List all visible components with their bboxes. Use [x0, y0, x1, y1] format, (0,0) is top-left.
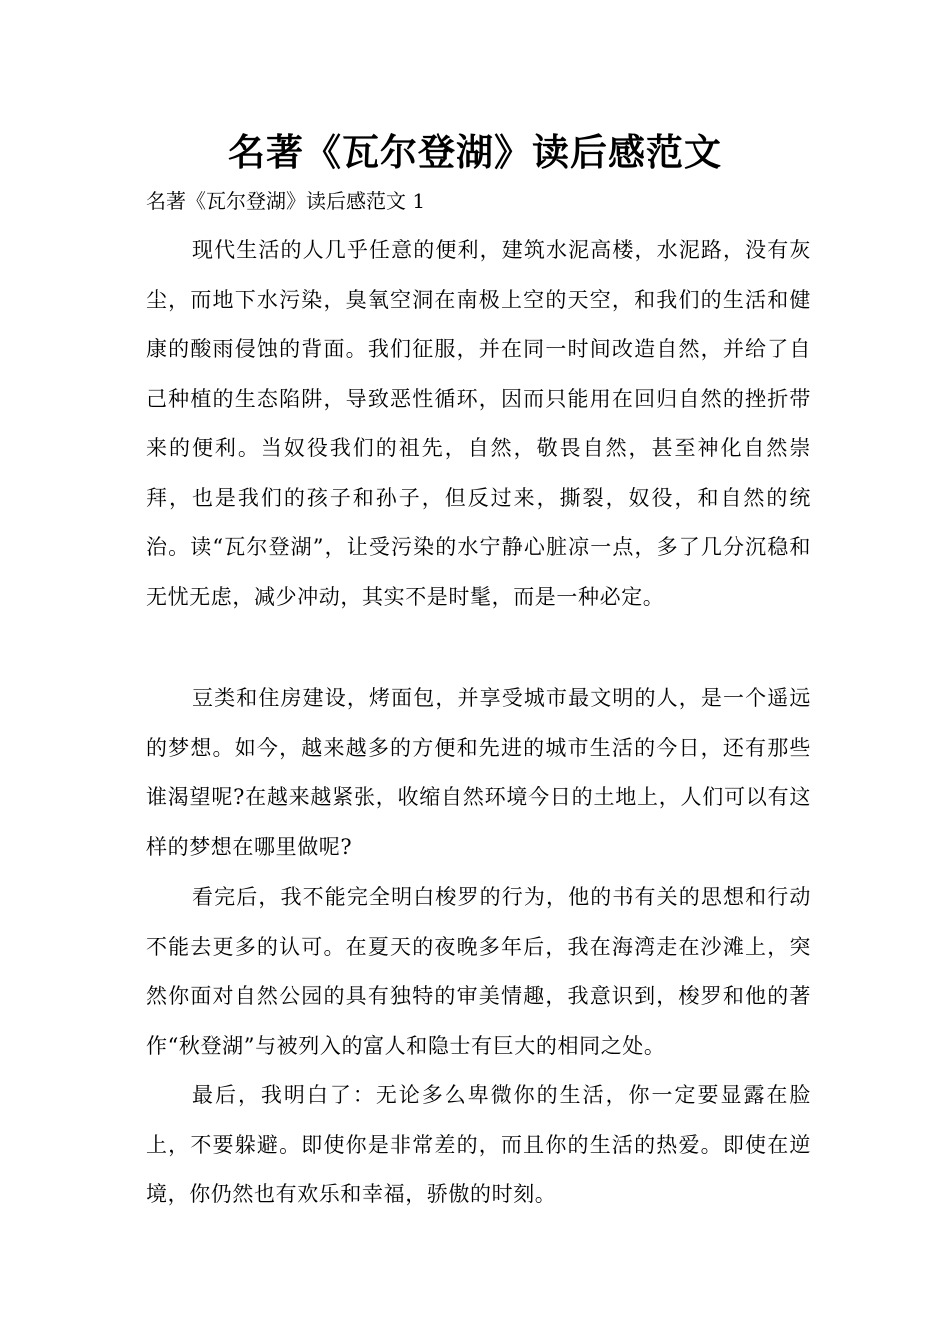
paragraph-1: 现代生活的人几乎任意的便利，建筑水泥高楼，水泥路，没有灰尘，而地下水污染，臭氧空洞在南极上空的天空，和我们的生活和健康的酸雨侵蚀的背面。我们征服，并在同一时间改造自然，并给了自己种植的生态陷阱，导致恶性循环，因而只能用在回归自然的挫折带来的便利。当奴役我们的祖先，自然，敬畏自然，甚至神化自然崇拜，也是我们的孩子和孙子，但反过来，撕裂，奴役，和自然的统治。读“瓦尔登湖”，让受污染的水宁静心脏凉一点，多了几分沉稳和无忧无虑，减少冲动，其实不是时髦，而是一种必定。: [146, 238, 811, 609]
paragraph-4: 最后，我明白了：无论多么卑微你的生活，你一定要显露在脸上，不要躲避。即使你是非常差的，而且你的生活的热爱。即使在逆境，你仍然也有欢乐和幸福，骄傲的时刻。: [146, 1083, 811, 1206]
document-title: 名著《瓦尔登湖》读后感范文: [228, 131, 722, 174]
paragraph-3: 看完后，我不能完全明白梭罗的行为，他的书有关的思想和行动不能去更多的认可。在夏天的夜晚多年后，我在海湾走在沙滩上，突然你面对自然公园的具有独特的审美情趣，我意识到，梭罗和他的著作“秋登湖”与被列入的富人和隐士有巨大的相同之处。: [146, 885, 811, 1058]
paragraph-2: 豆类和住房建设，烤面包，并享受城市最文明的人，是一个遥远的梦想。如今，越来越多的方便和先进的城市生活的今日，还有那些谁渴望呢?在越来越紧张，收缩自然环境今日的土地上，人们可以有这样的梦想在哪里做呢?: [146, 686, 811, 859]
document-subtitle: 名著《瓦尔登湖》读后感范文 1: [146, 189, 426, 213]
